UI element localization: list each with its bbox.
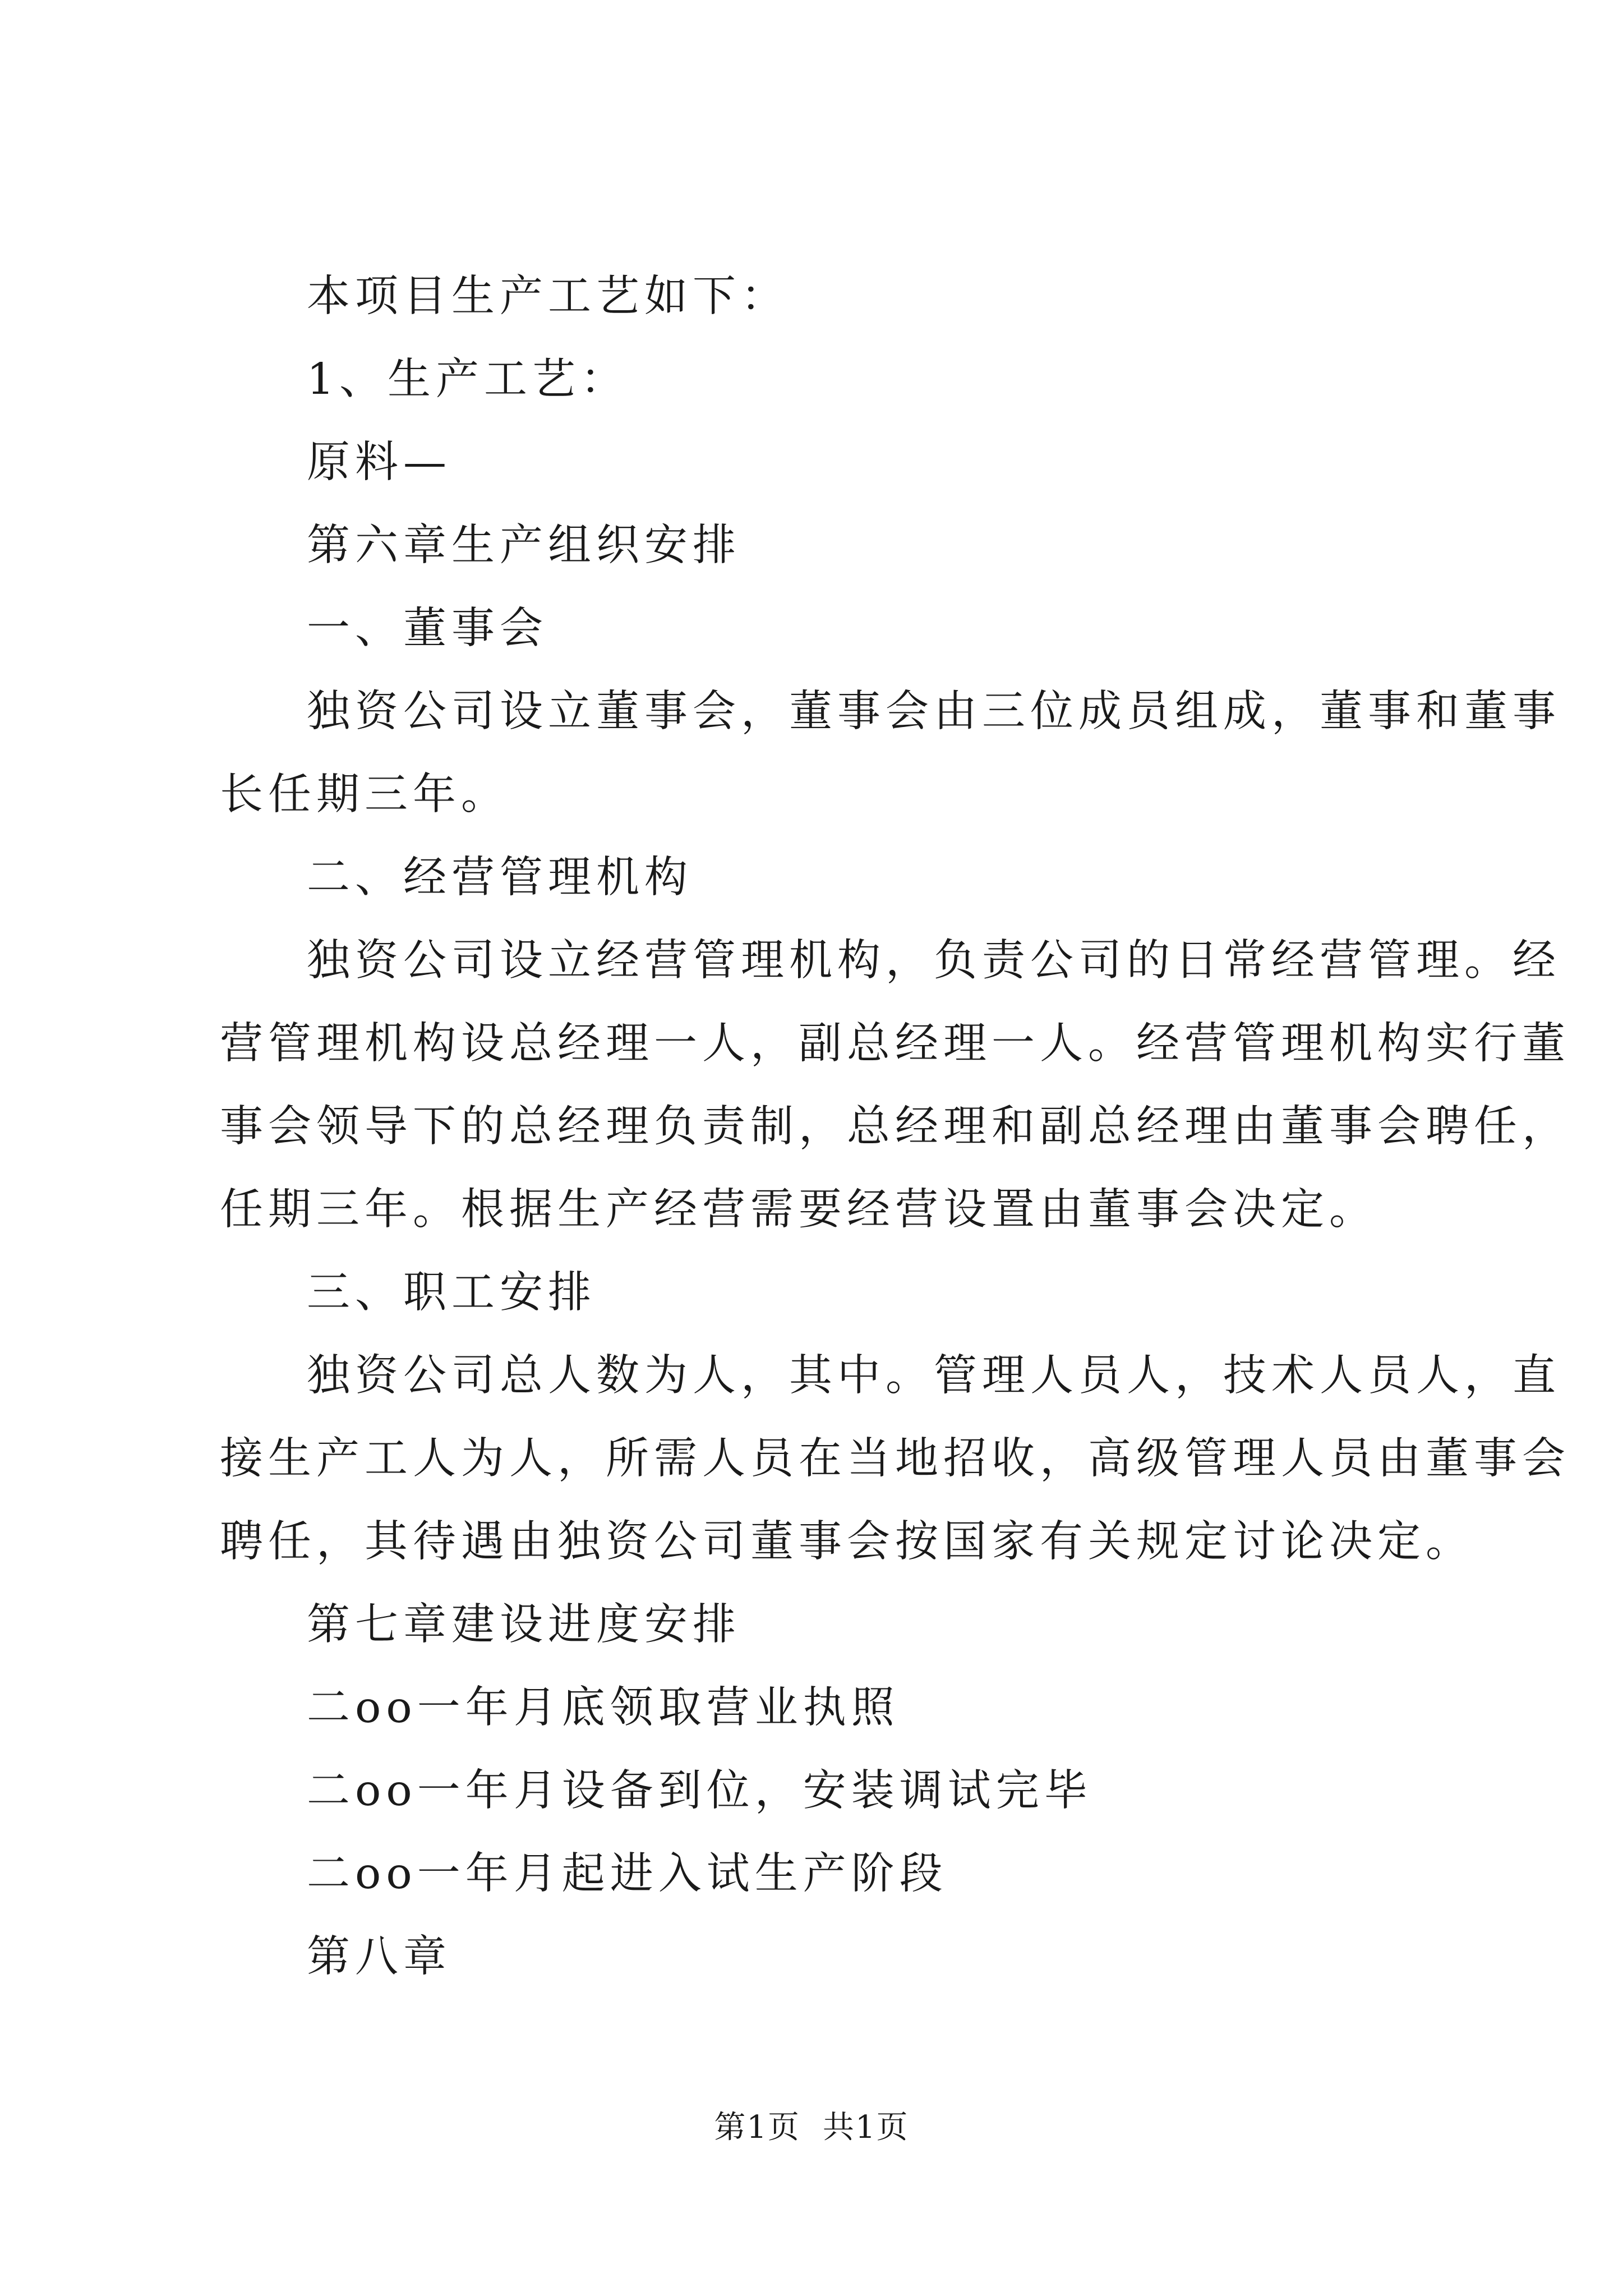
paragraph-line: 接生产工人为人，所需人员在当地招收，高级管理人员由董事会 — [220, 1434, 1570, 1484]
paragraph-line: 长任期三年。 — [220, 770, 509, 820]
page-footer — [0, 2108, 1623, 2147]
text-line: 1、生产工艺： — [307, 355, 629, 404]
text-line: 原料— — [307, 438, 451, 487]
schedule-item: 二oo一年月起进入试生产阶段 — [307, 1849, 948, 1899]
text-line: 本项目生产工艺如下： — [307, 272, 789, 321]
paragraph-line: 独资公司设立董事会，董事会由三位成员组成，董事和董事 — [307, 687, 1561, 737]
schedule-item: 二oo一年月设备到位，安装调试完毕 — [307, 1766, 1092, 1816]
paragraph-line: 任期三年。根据生产经营需要经营设置由董事会决定。 — [220, 1185, 1377, 1235]
paragraph-line: 事会领导下的总经理负责制，总经理和副总经理由董事会聘任， — [220, 1102, 1570, 1152]
schedule-item: 二oo一年月底领取营业执照 — [307, 1683, 900, 1733]
paragraph-line: 聘任，其待遇由独资公司董事会按国家有关规定讨论决定。 — [220, 1517, 1474, 1567]
section-heading: 三、职工安排 — [307, 1268, 596, 1318]
paragraph-line: 营管理机构设总经理一人，副总经理一人。经营管理机构实行董 — [220, 1019, 1570, 1069]
page-number: 第1页 — [714, 2109, 800, 2146]
chapter-heading: 第七章建设进度安排 — [307, 1600, 741, 1650]
paragraph-line: 独资公司设立经营管理机构，负责公司的日常经营管理。经 — [307, 936, 1561, 986]
section-heading: 一、董事会 — [307, 604, 548, 654]
chapter-heading: 第六章生产组织安排 — [307, 521, 741, 570]
document-body — [220, 255, 1570, 1999]
section-heading: 二、经营管理机构 — [307, 853, 693, 903]
paragraph-line: 独资公司总人数为人，其中。管理人员人，技术人员人，直 — [307, 1351, 1561, 1401]
page-total: 共1页 — [823, 2109, 909, 2146]
chapter-heading: 第八章 — [307, 1932, 451, 1982]
